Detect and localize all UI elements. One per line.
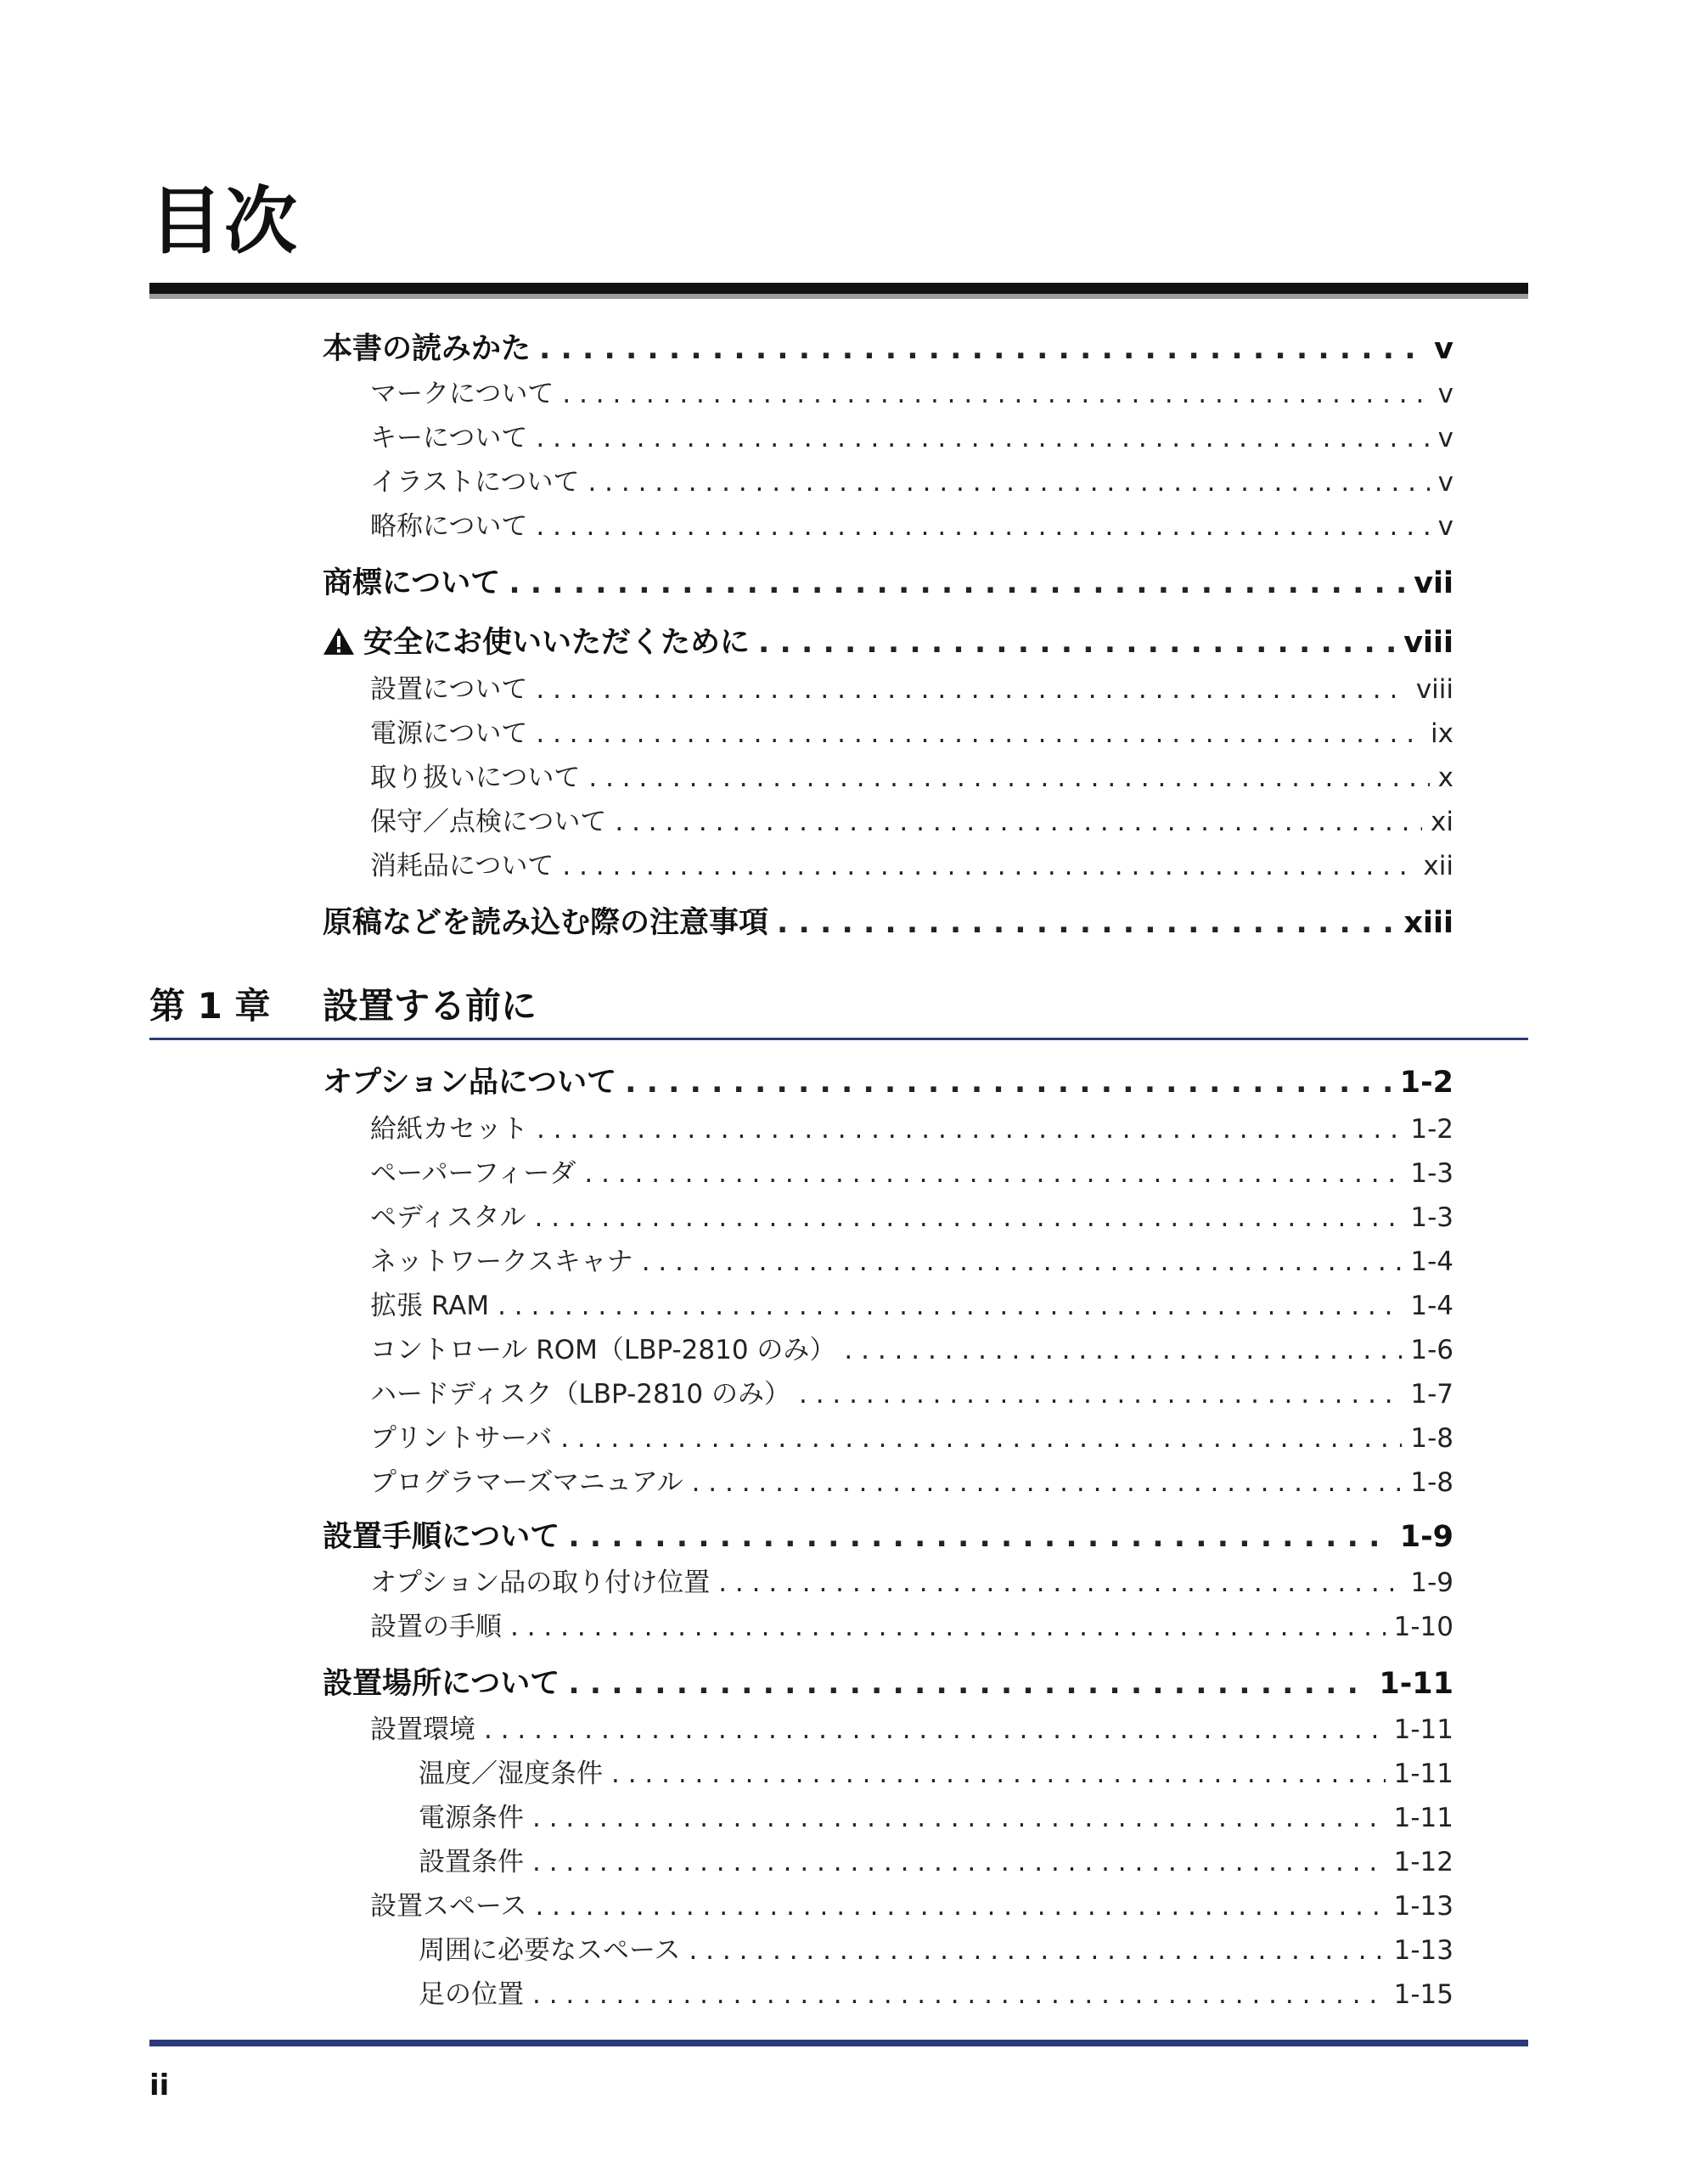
toc-entry-page: v [1437,423,1453,453]
toc-entry-page: 1-8 [1410,1467,1453,1498]
toc-entry-page: 1-15 [1393,1979,1453,2010]
toc-entry-page: 1-2 [1410,1114,1453,1145]
toc-entry-page: 1-6 [1410,1335,1453,1365]
toc-entry-label: 消耗品について [370,851,554,881]
dot-leader [532,1979,1386,2010]
toc-entry[interactable] [370,667,1453,706]
toc-entry-label: 設置場所について [323,1667,560,1701]
toc-entry[interactable] [370,1328,1453,1366]
toc-entry-label: 温度／湿度条件 [419,1759,603,1789]
toc-entry-page: ix [1431,718,1453,749]
toc-entry-page: v [1437,511,1453,542]
toc-entry-label: 設置について [370,674,528,705]
toc-entry-page: 1-13 [1393,1891,1453,1922]
toc-entry-label: キーについて [370,423,528,453]
toc-entry-label: オプション品について [323,1066,617,1100]
toc-entry-label: 給紙カセット [370,1114,528,1145]
toc-entry-page: 1-11 [1393,1803,1453,1833]
toc-entry-label: 本書の読みかた [323,332,531,366]
toc-entry-page: 1-8 [1410,1423,1453,1454]
toc-entry-page: 1-3 [1410,1158,1453,1189]
toc-entry-label: 電源について [370,718,528,749]
dot-leader [562,379,1429,409]
toc-entry-label: 足の位置 [419,1979,524,2010]
dot-leader [584,1158,1402,1189]
toc-entry-page: v [1437,379,1453,409]
toc-entry[interactable] [323,1660,1453,1703]
toc-entry-label: オプション品の取り付け位置 [370,1568,711,1598]
chapter-rule [149,1038,1528,1040]
dot-leader [799,1379,1402,1410]
dot-leader [509,566,1405,600]
toc-entry[interactable] [370,1240,1453,1278]
chapter-title: 設置する前に [323,985,537,1027]
toc-entry[interactable] [370,712,1453,750]
toc-entry-page: 1-4 [1410,1291,1453,1321]
dot-leader [588,467,1429,498]
toc-entry-label: 設置環境 [370,1714,475,1745]
toc-entry[interactable] [370,1416,1453,1455]
toc-entry-label: ペーパーフィーダ [370,1158,576,1189]
toc-entry-page: xiii [1403,906,1453,940]
toc-entry[interactable] [323,325,1453,368]
toc-entry-page: xi [1431,807,1453,837]
title-rule [149,283,1528,294]
toc-entry-label: 周囲に必要なスペース [419,1935,681,1966]
dot-leader [611,1759,1386,1789]
toc-entry-page: 1-7 [1410,1379,1453,1410]
dot-leader [758,626,1395,660]
warning-triangle-icon [323,627,355,656]
dot-leader [642,1247,1403,1277]
dot-leader [536,674,1407,705]
dot-leader [536,511,1429,542]
toc-entry-page: v [1434,332,1453,366]
dot-leader [535,1891,1385,1922]
page-number: ii [149,2069,170,2102]
toc-entry-page: 1-2 [1399,1066,1453,1100]
dot-leader [539,332,1425,366]
toc-entry[interactable] [370,1561,1453,1599]
toc-entry[interactable] [370,504,1453,543]
toc-entry-label: 取り扱いについて [370,763,581,793]
dot-leader [535,1202,1403,1233]
toc-entry-label: ペディスタル [370,1202,526,1233]
toc-entry-label: 設置スペース [370,1891,527,1922]
toc-entry-label: ネットワークスキャナ [370,1247,633,1277]
toc-entry[interactable] [370,1461,1453,1499]
dot-leader [568,1520,1391,1554]
toc-entry-label: プリントサーバ [370,1423,553,1454]
toc-entry-page: 1-4 [1410,1247,1453,1277]
dot-leader [537,1114,1402,1145]
toc-entry[interactable] [370,460,1453,498]
dot-leader [777,906,1395,940]
toc-entry[interactable] [323,899,1453,942]
toc-entry-label: 略称について [370,511,528,542]
dot-leader [510,1612,1386,1642]
dot-leader [615,807,1422,837]
dot-leader [560,1423,1402,1454]
footer-rule [149,2040,1528,2046]
chapter-number: 第 1 章 [149,985,271,1027]
toc-entry[interactable] [419,1928,1453,1967]
toc-entry-label: プログラマーズマニュアル [370,1467,683,1498]
toc-entry-page: xii [1423,851,1453,881]
dot-leader [484,1714,1386,1745]
dot-leader [588,763,1429,793]
toc-entry-page: 1-11 [1379,1667,1453,1701]
toc-entry[interactable] [370,756,1453,794]
toc-entry[interactable] [370,1196,1453,1234]
toc-entry[interactable] [370,1107,1453,1145]
page-title: 目次 [149,179,299,264]
toc-entry-page: 1-13 [1393,1935,1453,1966]
toc-entry-label: 安全にお使いいただくために [363,626,751,660]
toc-entry[interactable] [370,1372,1453,1410]
toc-entry[interactable] [370,800,1453,838]
toc-entry-page: 1-10 [1393,1612,1453,1642]
toc-entry-label: 原稿などを読み込む際の注意事項 [323,906,769,940]
toc-entry-page: 1-12 [1393,1847,1453,1877]
toc-entry[interactable] [370,1605,1453,1643]
chapter-heading [149,978,537,1029]
toc-entry[interactable] [419,1752,1453,1790]
toc-entry-label: 商標について [323,566,501,600]
toc-entry-page: viii [1403,626,1453,660]
toc-entry-label: ハードディスク（LBP-2810 のみ） [370,1379,791,1410]
dot-leader [625,1066,1392,1100]
toc-entry-page: viii [1415,674,1453,705]
dot-leader [532,1847,1386,1877]
toc-entry-page: x [1437,763,1453,793]
title-rule-shadow [149,294,1528,299]
toc-entry-label: 設置条件 [419,1847,524,1877]
toc-entry-label: 電源条件 [419,1803,524,1833]
toc-entry-label: 設置の手順 [370,1612,502,1642]
toc-entry-page: 1-11 [1393,1759,1453,1789]
toc-entry[interactable] [323,619,1453,661]
dot-leader [498,1291,1402,1321]
toc-entry-page: 1-9 [1410,1568,1453,1598]
toc-entry[interactable] [370,372,1453,410]
toc-entry[interactable] [323,1059,1453,1101]
dot-leader [844,1335,1402,1365]
toc-entry-label: イラストについて [370,467,580,498]
dot-leader [562,851,1414,881]
dot-leader [568,1667,1370,1701]
toc-entry-label: コントロール ROM（LBP-2810 のみ） [370,1335,836,1365]
toc-entry-page: 1-9 [1399,1520,1453,1554]
toc-entry-label: 設置手順について [323,1520,560,1554]
toc-entry-label: 拡張 RAM [370,1291,490,1321]
toc-entry[interactable] [419,1973,1453,2011]
toc-entry[interactable] [419,1796,1453,1834]
toc-entry[interactable] [370,1284,1453,1322]
dot-leader [536,423,1429,453]
toc-entry[interactable] [370,1884,1453,1922]
toc-entry[interactable] [370,1708,1453,1746]
dot-leader [692,1467,1403,1498]
toc-entry[interactable] [323,560,1453,602]
toc-entry-page: v [1437,467,1453,498]
toc-entry[interactable] [323,1513,1453,1556]
toc-entry[interactable] [419,1840,1453,1878]
toc-entry[interactable] [370,1151,1453,1190]
toc-entry-page: 1-11 [1393,1714,1453,1745]
toc-entry-page: 1-3 [1410,1202,1453,1233]
dot-leader [718,1568,1402,1598]
toc-entry[interactable] [370,844,1453,882]
toc-entry[interactable] [370,416,1453,454]
toc-entry-label: マークについて [370,379,554,409]
toc-entry-label: 保守／点検について [370,807,607,837]
dot-leader [532,1803,1386,1833]
toc-entry-page: vii [1414,566,1453,600]
dot-leader [689,1935,1385,1966]
dot-leader [536,718,1422,749]
